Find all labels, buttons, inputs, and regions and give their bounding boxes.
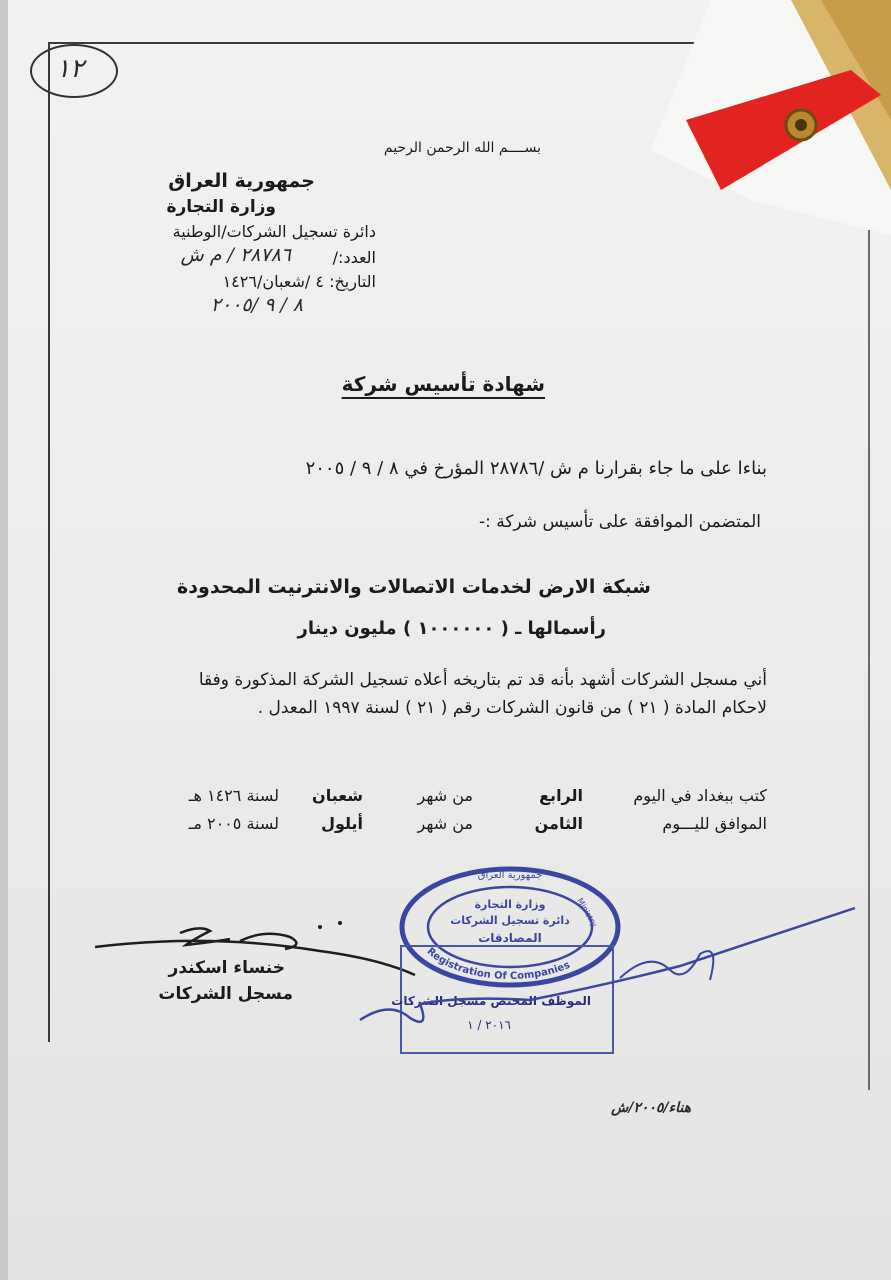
stamp-box-label: الموظف المختص مسجل الشركات [391, 994, 591, 1008]
header-department: دائرة تسجيل الشركات/الوطنية [172, 222, 376, 241]
header-date-gregorian: ٨ / ٩ /٢٠٠٥ [210, 294, 303, 316]
footer-note: هناء/٢٠٠٥/ش [611, 1100, 691, 1116]
frame-line-left [48, 42, 50, 1042]
page-number: ١٢ [56, 54, 84, 84]
stamp-center-line-1: وزارة التجارة [474, 898, 546, 911]
written-row2-b: الثامن [534, 814, 583, 833]
stamp-ministry-text: Ministry [575, 896, 599, 929]
header-date: التاريخ: ٤ /شعبان/١٤٢٦ [222, 272, 376, 291]
company-name: شبكة الارض لخدمات الاتصالات والانترنيت المحدودة [177, 576, 651, 598]
written-row1-d: شعبان [312, 786, 363, 805]
signatory-title: مسجل الشركات [158, 984, 293, 1004]
written-row1-c: من شهر [417, 786, 473, 805]
stamp-center-line-3: المصادقات [478, 931, 542, 945]
stamp-center-top: جمهورية العراق [477, 870, 543, 881]
frame-line-right [868, 230, 870, 1090]
written-row2-d: أيلول [321, 814, 363, 833]
written-row2-e: لسنة ٢٠٠٥ مـ [188, 814, 279, 833]
certify-line-1: أني مسجل الشركات أشهد بأنه قد تم بتاريخه أعلاه تسجيل الشركة المذكورة وفقا [198, 670, 767, 690]
written-row1-b: الرابع [539, 786, 583, 805]
header-number-label: العدد:/ [332, 248, 376, 267]
certify-line-2: لاحكام المادة ( ٢١ ) من قانون الشركات رقم ( ٢١ ) لسنة ١٩٩٧ المعدل . [257, 698, 767, 718]
written-row1-a: كتب ببغداد في اليوم [633, 786, 767, 805]
written-row1-e: لسنة ١٤٢٦ هـ [188, 786, 279, 805]
basmala: بســــم الله الرحمن الرحيم [383, 140, 541, 156]
stamp-center-line-2: دائرة تسجيل الشركات [450, 914, 570, 927]
header-number-value: ٢٨٧٨٦ / م ش [180, 244, 291, 266]
body-line-2: المتضمن الموافقة على تأسيس شركة :- [478, 512, 761, 532]
blue-signature [350, 900, 860, 1040]
signatory-name: خنساء اسكندر [168, 958, 285, 978]
folded-corner-tab [591, 0, 891, 240]
stamp-box-date: ٢٠١٦ / ١ [467, 1018, 511, 1032]
header-ministry: وزارة التجارة [166, 197, 276, 217]
written-row2-a: الموافق لليـــوم [662, 814, 767, 833]
stamp-ring-text: Registration Of Companies [424, 946, 572, 983]
document-title: شهادة تأسيس شركة [341, 372, 545, 396]
written-row2-c: من شهر [417, 814, 473, 833]
company-capital: رأسمالها ـ ( ١٠٠٠٠٠٠ ) مليون دينار [297, 618, 606, 639]
header-country: جمهورية العراق [168, 170, 315, 192]
body-line-1: بناءا على ما جاء بقرارنا م ش /٢٨٧٨٦ المؤرخ في ٨ / ٩ / ٢٠٠٥ [305, 458, 767, 479]
